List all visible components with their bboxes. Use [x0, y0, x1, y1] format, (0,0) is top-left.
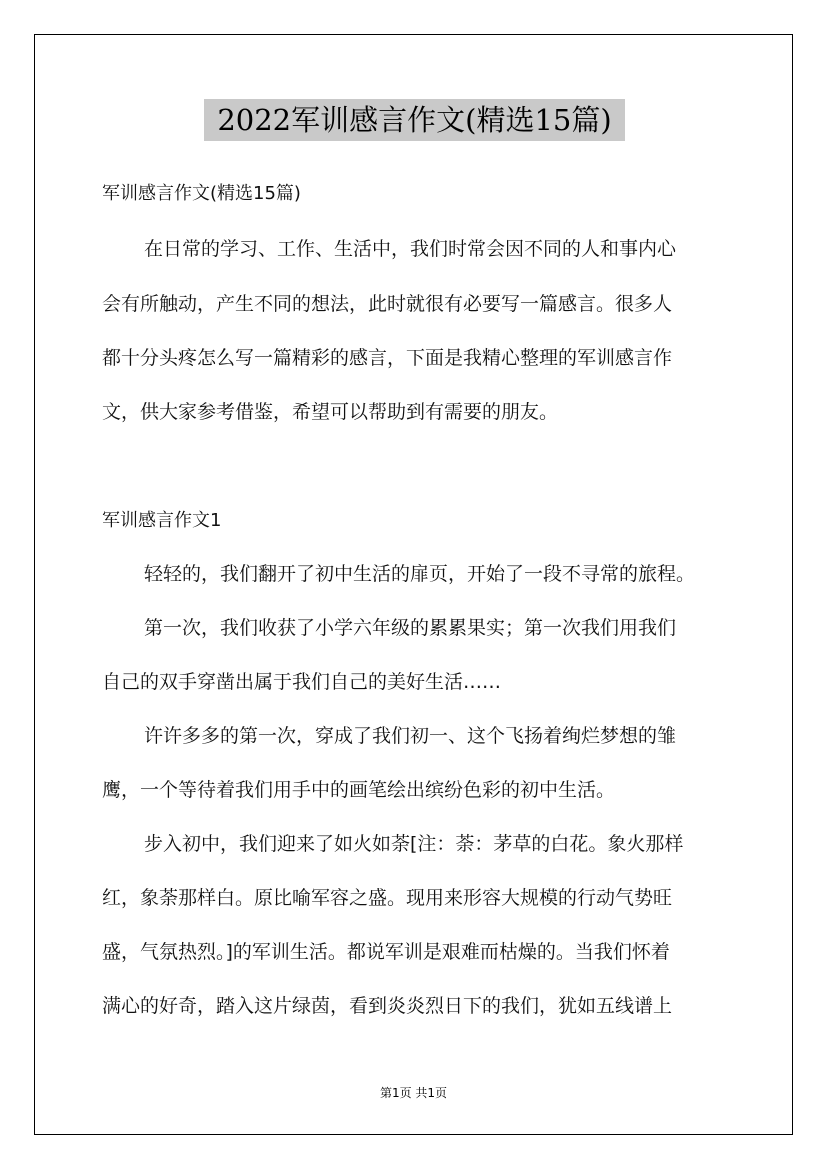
intro-line: 文，供大家参考借鉴，希望可以帮助到有需要的朋友。	[102, 401, 559, 423]
subtitle: 军训感言作文(精选15篇)	[102, 183, 301, 204]
document-title: 2022军训感言作文(精选15篇)	[204, 99, 625, 141]
body-line: 许许多多的第一次，穿成了我们初一、这个飞扬着绚烂梦想的雏	[144, 725, 677, 747]
intro-line: 在日常的学习、工作、生活中，我们时常会因不同的人和事内心	[144, 238, 677, 260]
body-line: 步入初中，我们迎来了如火如荼[注：荼：茅草的白花。象火那样	[144, 833, 684, 855]
body-line: 自己的双手穿凿出属于我们自己的美好生活……	[102, 671, 502, 693]
body-line: 鹰，一个等待着我们用手中的画笔绘出缤纷色彩的初中生活。	[102, 779, 616, 801]
body-line: 满心的好奇，踏入这片绿茵，看到炎炎烈日下的我们，犹如五线谱上	[102, 995, 673, 1017]
body-line: 盛，气氛热烈。]的军训生活。都说军训是艰难而枯燥的。当我们怀着	[102, 941, 670, 963]
intro-line: 都十分头疼怎么写一篇精彩的感言，下面是我精心整理的军训感言作	[102, 347, 673, 369]
body-line: 红，象荼那样白。原比喻军容之盛。现用来形容大规模的行动气势旺	[102, 887, 673, 909]
section-heading: 军训感言作文1	[102, 510, 222, 531]
page-footer: 第1页 共1页	[379, 1086, 448, 1100]
body-line: 轻轻的，我们翻开了初中生活的扉页，开始了一段不寻常的旅程。	[144, 563, 696, 585]
intro-line: 会有所触动，产生不同的想法，此时就很有必要写一篇感言。很多人	[102, 293, 673, 315]
body-line: 第一次，我们收获了小学六年级的累累果实；第一次我们用我们	[144, 617, 677, 639]
